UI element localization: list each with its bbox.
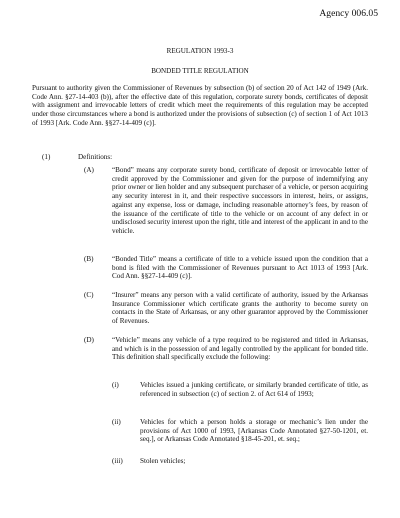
regulation-number: REGULATION 1993-3: [166, 47, 234, 55]
exclusion-text: Vehicles for which a person holds a storage or mechanic’s lien under the provisions of Act 1000 of 1993, [Arkansas Code Annotated §27-50-1201, et. seq.], or Arkansas Code Annotated §18-45-201, et. seq.;: [140, 418, 368, 444]
definition-label: (D): [84, 336, 94, 344]
section-number: (1): [42, 153, 51, 161]
definition-text: “Vehicle” means any vehicle of a type required to be registered and titled in Arkansas, and which is in the possession of and legally controlled by the applicant for bonded title. This definition shall specifically exclude the following:: [112, 336, 368, 362]
definition-text: “Bond” means any corporate surety bond, certificate of deposit or irrevocable letter of credit approved by the Commissioner and given for the purpose of indemnifying any prior owner or lien holder and any subsequent purchaser of a vehicle, or person acquiring any security interest in it, and their respective successors in interest, heirs, or assigns, against any expense, loss or damage, including reasonable attorney’s fees, by reason of the issuance of the certificate of title to the vehicle or on account of any defect in or undisclosed security interest upon the right, title and interest of the applicant in and to the vehicle.: [112, 166, 368, 235]
exclusion-label: (i): [112, 381, 119, 389]
exclusion-text: Stolen vehicles;: [140, 457, 186, 465]
definition-label: (B): [84, 255, 94, 263]
regulation-title: BONDED TITLE REGULATION: [151, 67, 249, 75]
agency-number: Agency 006.05: [319, 8, 378, 19]
section-heading: Definitions:: [78, 153, 113, 161]
definition-text: “Bonded Title” means a certificate of title to a vehicle issued upon the condition that a bond is filed with the Commissioner of Revenues pursuant to Act 1013 of 1993 [Ark. Cod Ann. §§27-14-409 (c)].: [112, 255, 368, 281]
intro-paragraph: Pursuant to authority given the Commissioner of Revenues by subsection (b) of section 20 of Act 142 of 1949 (Ark. Code Ann. §27-14-403 (b)), after the effective date of this regulation, corporate surety bonds, certificates of deposit with assignment and irrevocable letters of credit which meet the requirements of this regulation may be accepted under those circumstances where a bond is authorized under the provisions of subsection (c) of section 1 of Act 1013 of 1993 [Ark. Code Ann. §§27-14-409 (c)].: [32, 84, 368, 127]
exclusion-label: (iii): [112, 457, 123, 465]
exclusion-label: (ii): [112, 418, 121, 426]
definition-label: (A): [84, 166, 94, 174]
definition-text: “Insurer” means any person with a valid certificate of authority, issued by the Arkansas Insurance Commissioner which certificate grants the authority to become surety on contacts in the State of Arkansas, or any other guarantor approved by the Commissioner of Revenues.: [112, 291, 368, 326]
exclusion-text: Vehicles issued a junking certificate, or similarly branded certificate of title, as referenced in subsection (c) of section 2. of Act 614 of 1993;: [140, 381, 368, 398]
definition-label: (C): [84, 291, 94, 299]
